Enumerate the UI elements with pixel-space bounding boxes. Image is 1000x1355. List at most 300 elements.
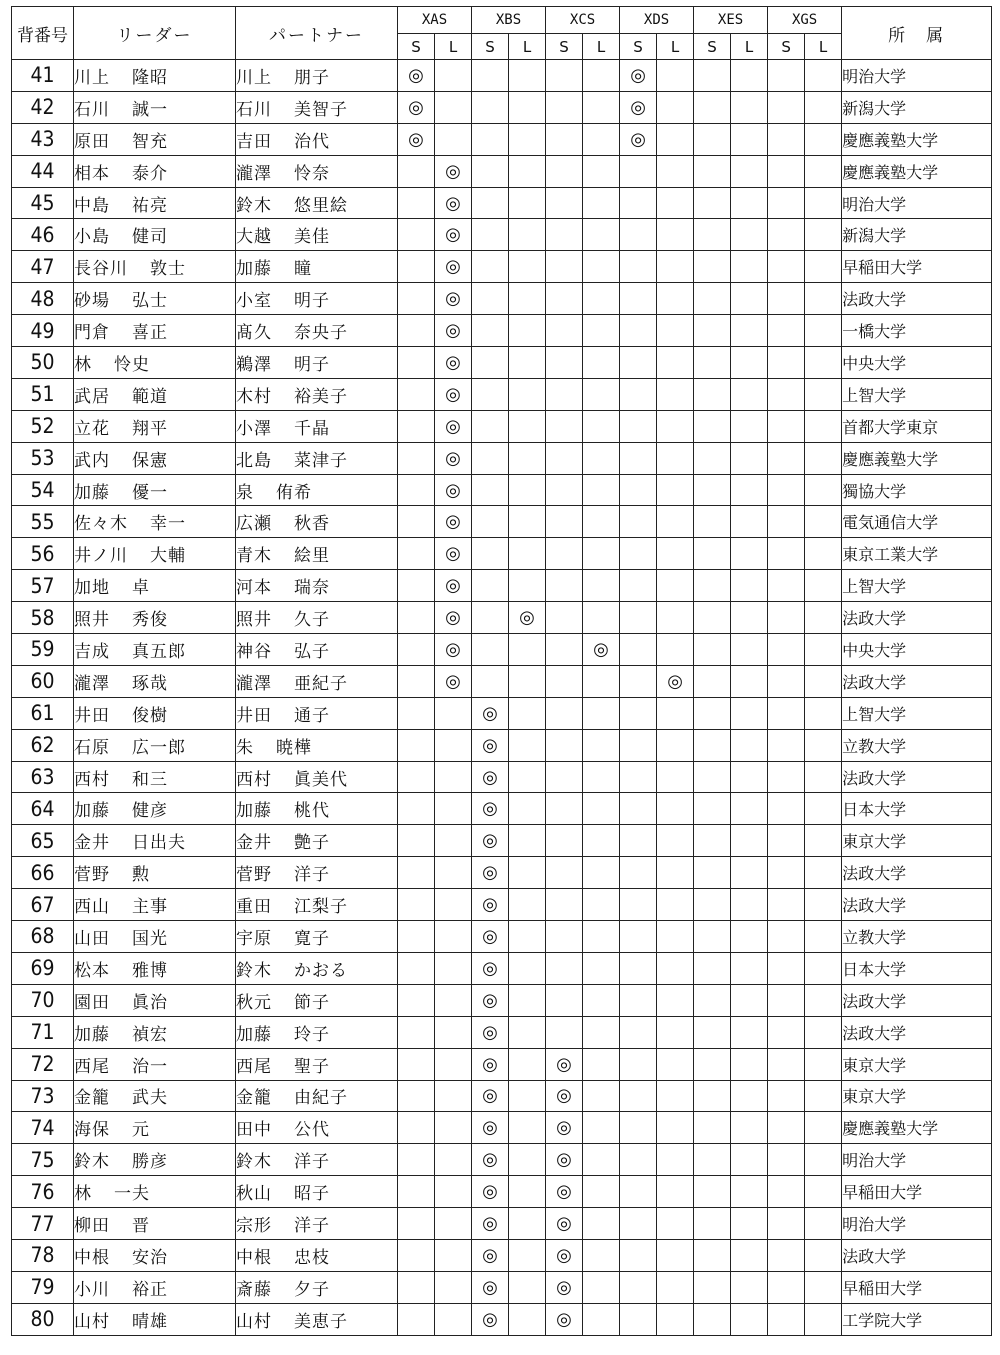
leader-family-name: 照井 — [74, 610, 110, 631]
leader-given-name: 智充 — [132, 131, 168, 152]
leader-name — [74, 251, 236, 283]
affiliation: 早稲田大学 — [842, 1176, 992, 1208]
entry-mark-cell — [398, 634, 435, 666]
entry-mark-cell: ◎ — [472, 1112, 509, 1144]
entry-mark-cell — [768, 283, 805, 315]
entry-number: 73 — [12, 1080, 74, 1112]
affiliation: 東京大学 — [842, 1080, 992, 1112]
table-row — [12, 1271, 992, 1303]
entry-mark-cell — [657, 538, 694, 570]
entry-mark-cell — [435, 91, 472, 123]
partner-given-name: 美智子 — [294, 99, 348, 120]
entry-mark-cell: ◎ — [435, 442, 472, 474]
entry-mark-cell — [805, 1016, 842, 1048]
partner-name — [236, 1271, 398, 1303]
entry-mark-cell — [620, 1239, 657, 1271]
entry-mark-cell — [620, 1303, 657, 1335]
entry-mark-cell — [768, 1016, 805, 1048]
entry-mark-cell — [805, 442, 842, 474]
leader-family-name: 門倉 — [74, 323, 110, 344]
entry-mark-cell — [398, 984, 435, 1016]
entry-mark-cell: ◎ — [657, 665, 694, 697]
affiliation: 法政大学 — [842, 857, 992, 889]
entry-mark-cell — [472, 634, 509, 666]
partner-family-name: 鈴木 — [236, 960, 272, 981]
partner-family-name: 加藤 — [236, 1024, 272, 1045]
entry-mark-cell — [546, 251, 583, 283]
header-sub-s: S — [694, 34, 731, 60]
partner-family-name: 西尾 — [236, 1056, 272, 1077]
entry-mark-cell — [731, 1271, 768, 1303]
affiliation: 日本大学 — [842, 793, 992, 825]
entry-mark-cell — [731, 793, 768, 825]
entry-mark-cell — [768, 570, 805, 602]
partner-family-name: 河本 — [236, 578, 272, 599]
entry-mark-cell — [694, 474, 731, 506]
partner-given-name: 公代 — [294, 1120, 330, 1141]
entry-mark-cell — [620, 697, 657, 729]
partner-family-name: 田中 — [236, 1120, 272, 1141]
entry-mark-cell — [768, 474, 805, 506]
entry-mark-cell — [731, 857, 768, 889]
leader-name — [74, 1303, 236, 1335]
entry-mark-cell — [583, 602, 620, 634]
entry-mark-cell: ◎ — [435, 570, 472, 602]
partner-name — [236, 155, 398, 187]
entry-mark-cell — [509, 1176, 546, 1208]
header-sub-l: L — [583, 34, 620, 60]
partner-given-name: 久子 — [294, 610, 330, 631]
entry-mark-cell — [694, 761, 731, 793]
partner-given-name: 裕美子 — [294, 386, 348, 407]
entry-mark-cell: ◎ — [398, 60, 435, 92]
entry-mark-cell: ◎ — [435, 474, 472, 506]
entry-mark-cell — [731, 378, 768, 410]
entry-number: 52 — [12, 410, 74, 442]
entry-mark-cell — [805, 1208, 842, 1240]
entry-mark-cell — [509, 729, 546, 761]
entry-mark-cell — [509, 506, 546, 538]
leader-family-name: 井ノ川 — [74, 546, 128, 567]
entry-mark-cell — [694, 1271, 731, 1303]
entry-mark-cell — [657, 219, 694, 251]
partner-family-name: 鈴木 — [236, 1152, 272, 1173]
leader-name — [74, 155, 236, 187]
entry-mark-cell — [657, 1080, 694, 1112]
entry-mark-cell — [805, 697, 842, 729]
entry-mark-cell — [583, 1239, 620, 1271]
affiliation: 法政大学 — [842, 1239, 992, 1271]
entry-mark-cell — [694, 634, 731, 666]
affiliation: 一橋大学 — [842, 315, 992, 347]
leader-given-name: 禎宏 — [132, 1024, 168, 1045]
table-row — [12, 1303, 992, 1335]
leader-name — [74, 1144, 236, 1176]
entry-mark-cell — [731, 697, 768, 729]
entry-mark-cell: ◎ — [583, 634, 620, 666]
entry-mark-cell: ◎ — [472, 1144, 509, 1176]
table-row — [12, 793, 992, 825]
leader-given-name: 広一郎 — [132, 737, 186, 758]
entry-mark-cell — [546, 315, 583, 347]
partner-name — [236, 825, 398, 857]
entry-mark-cell — [805, 1144, 842, 1176]
entry-mark-cell — [546, 91, 583, 123]
entry-mark-cell — [657, 474, 694, 506]
leader-family-name: 加藤 — [74, 1024, 110, 1045]
entry-mark-cell: ◎ — [435, 538, 472, 570]
leader-name — [74, 857, 236, 889]
entry-mark-cell — [509, 1080, 546, 1112]
entry-mark-cell — [657, 952, 694, 984]
table-row — [12, 634, 992, 666]
entry-roster-table — [11, 6, 992, 1336]
entry-mark-cell — [805, 1112, 842, 1144]
partner-name — [236, 506, 398, 538]
table-row — [12, 602, 992, 634]
entry-mark-cell — [509, 952, 546, 984]
entry-mark-cell — [805, 155, 842, 187]
header-event-xbs: XBS — [472, 7, 546, 34]
leader-name — [74, 347, 236, 379]
entry-mark-cell — [657, 634, 694, 666]
header-event-xes: XES — [694, 7, 768, 34]
header-sub-s: S — [546, 34, 583, 60]
entry-number: 70 — [12, 984, 74, 1016]
entry-mark-cell — [398, 410, 435, 442]
partner-given-name: 弘子 — [294, 641, 330, 662]
entry-mark-cell — [694, 251, 731, 283]
entry-mark-cell — [620, 984, 657, 1016]
entry-mark-cell: ◎ — [546, 1271, 583, 1303]
partner-given-name: 昭子 — [294, 1184, 330, 1205]
entry-mark-cell — [398, 315, 435, 347]
partner-family-name: 北島 — [236, 450, 272, 471]
entry-mark-cell — [657, 1239, 694, 1271]
partner-given-name: 菜津子 — [294, 450, 348, 471]
partner-given-name: 暁樺 — [276, 737, 312, 758]
entry-mark-cell — [694, 538, 731, 570]
entry-mark-cell: ◎ — [435, 347, 472, 379]
leader-given-name: 日出夫 — [132, 833, 186, 854]
entry-mark-cell — [620, 665, 657, 697]
leader-family-name: 山田 — [74, 928, 110, 949]
leader-given-name: 俊樹 — [132, 705, 168, 726]
partner-name — [236, 665, 398, 697]
entry-mark-cell: ◎ — [472, 952, 509, 984]
leader-family-name: 松本 — [74, 960, 110, 981]
leader-family-name: 鈴木 — [74, 1152, 110, 1173]
table-row — [12, 60, 992, 92]
leader-family-name: 海保 — [74, 1120, 110, 1141]
leader-given-name: 祐亮 — [132, 195, 168, 216]
partner-name — [236, 442, 398, 474]
entry-mark-cell — [731, 1112, 768, 1144]
entry-mark-cell — [768, 155, 805, 187]
entry-mark-cell — [398, 761, 435, 793]
entry-mark-cell — [435, 1112, 472, 1144]
entry-mark-cell — [805, 378, 842, 410]
partner-name — [236, 857, 398, 889]
entry-mark-cell — [805, 315, 842, 347]
leader-family-name: 林 — [74, 1184, 92, 1205]
entry-mark-cell: ◎ — [620, 91, 657, 123]
leader-name — [74, 952, 236, 984]
header-sub-l: L — [657, 34, 694, 60]
entry-mark-cell — [546, 952, 583, 984]
partner-given-name: 艶子 — [294, 833, 330, 854]
leader-given-name: 保憲 — [132, 450, 168, 471]
entry-mark-cell — [694, 921, 731, 953]
leader-given-name: 武夫 — [132, 1088, 168, 1109]
entry-mark-cell: ◎ — [435, 665, 472, 697]
entry-mark-cell — [657, 442, 694, 474]
header-event-xds: XDS — [620, 7, 694, 34]
entry-mark-cell: ◎ — [435, 378, 472, 410]
entry-mark-cell — [472, 538, 509, 570]
entry-number: 77 — [12, 1208, 74, 1240]
entry-mark-cell — [731, 952, 768, 984]
entry-mark-cell: ◎ — [472, 761, 509, 793]
partner-name — [236, 1112, 398, 1144]
entry-mark-cell — [509, 793, 546, 825]
entry-mark-cell — [509, 155, 546, 187]
partner-given-name: 千晶 — [294, 418, 330, 439]
entry-mark-cell — [620, 155, 657, 187]
header-sub-s: S — [472, 34, 509, 60]
entry-mark-cell — [694, 1239, 731, 1271]
entry-mark-cell — [657, 315, 694, 347]
entry-number: 80 — [12, 1303, 74, 1335]
entry-mark-cell — [472, 187, 509, 219]
leader-name — [74, 729, 236, 761]
entry-mark-cell — [731, 155, 768, 187]
table-row — [12, 538, 992, 570]
table-row — [12, 410, 992, 442]
entry-mark-cell — [509, 665, 546, 697]
entry-mark-cell — [583, 155, 620, 187]
entry-mark-cell — [731, 538, 768, 570]
table-row — [12, 123, 992, 155]
entry-number: 74 — [12, 1112, 74, 1144]
partner-given-name: 明子 — [294, 354, 330, 375]
entry-mark-cell — [546, 155, 583, 187]
entry-mark-cell — [583, 251, 620, 283]
entry-mark-cell — [805, 857, 842, 889]
entry-mark-cell — [731, 1303, 768, 1335]
partner-family-name: 金籠 — [236, 1088, 272, 1109]
entry-mark-cell: ◎ — [546, 1144, 583, 1176]
entry-mark-cell — [583, 1016, 620, 1048]
entry-mark-cell — [583, 793, 620, 825]
entry-number: 43 — [12, 123, 74, 155]
table-row — [12, 187, 992, 219]
entry-mark-cell — [398, 219, 435, 251]
leader-given-name: 安治 — [132, 1247, 168, 1268]
affiliation: 明治大学 — [842, 187, 992, 219]
entry-number: 76 — [12, 1176, 74, 1208]
entry-mark-cell — [509, 634, 546, 666]
entry-mark-cell — [731, 347, 768, 379]
affiliation: 上智大学 — [842, 570, 992, 602]
leader-given-name: 隆昭 — [132, 67, 168, 88]
entry-mark-cell — [398, 474, 435, 506]
entry-mark-cell — [509, 1239, 546, 1271]
entry-mark-cell — [546, 984, 583, 1016]
entry-mark-cell — [694, 602, 731, 634]
entry-mark-cell — [583, 187, 620, 219]
entry-mark-cell: ◎ — [435, 506, 472, 538]
entry-mark-cell — [620, 1016, 657, 1048]
partner-given-name: 眞美代 — [294, 769, 348, 790]
entry-mark-cell — [731, 123, 768, 155]
entry-mark-cell — [768, 602, 805, 634]
entry-mark-cell: ◎ — [435, 410, 472, 442]
affiliation: 法政大学 — [842, 984, 992, 1016]
entry-mark-cell — [546, 1016, 583, 1048]
leader-given-name: 勲 — [132, 865, 150, 886]
leader-name — [74, 60, 236, 92]
entry-mark-cell — [509, 570, 546, 602]
entry-mark-cell — [546, 506, 583, 538]
entry-mark-cell: ◎ — [546, 1208, 583, 1240]
entry-mark-cell — [546, 442, 583, 474]
partner-name — [236, 410, 398, 442]
table-row — [12, 1208, 992, 1240]
entry-mark-cell — [435, 825, 472, 857]
entry-mark-cell — [768, 1048, 805, 1080]
partner-name — [236, 793, 398, 825]
partner-given-name: 瞳 — [294, 259, 312, 280]
leader-given-name: 健彦 — [132, 801, 168, 822]
entry-mark-cell: ◎ — [435, 602, 472, 634]
entry-mark-cell — [620, 506, 657, 538]
leader-given-name: 大輔 — [150, 546, 186, 567]
entry-mark-cell — [546, 474, 583, 506]
partner-given-name: 洋子 — [294, 1216, 330, 1236]
table-row — [12, 1144, 992, 1176]
header-sub-s: S — [398, 34, 435, 60]
partner-name — [236, 123, 398, 155]
partner-family-name: 吉田 — [236, 131, 272, 152]
leader-family-name: 中島 — [74, 195, 110, 216]
partner-family-name: 斎藤 — [236, 1279, 272, 1300]
entry-mark-cell — [509, 538, 546, 570]
leader-name — [74, 1048, 236, 1080]
leader-name — [74, 219, 236, 251]
table-row — [12, 1112, 992, 1144]
entry-number: 46 — [12, 219, 74, 251]
entry-number: 44 — [12, 155, 74, 187]
entry-mark-cell — [805, 889, 842, 921]
leader-name — [74, 602, 236, 634]
leader-name — [74, 570, 236, 602]
leader-given-name: 晴雄 — [132, 1311, 168, 1332]
entry-mark-cell — [620, 1048, 657, 1080]
partner-name — [236, 1144, 398, 1176]
entry-mark-cell — [509, 123, 546, 155]
partner-family-name: 川上 — [236, 67, 272, 88]
entry-mark-cell — [694, 155, 731, 187]
leader-name — [74, 410, 236, 442]
entry-number: 75 — [12, 1144, 74, 1176]
partner-family-name: 重田 — [236, 897, 272, 918]
entry-mark-cell — [398, 378, 435, 410]
affiliation: 新潟大学 — [842, 91, 992, 123]
entry-mark-cell — [398, 857, 435, 889]
leader-name — [74, 634, 236, 666]
entry-mark-cell — [657, 506, 694, 538]
leader-name — [74, 665, 236, 697]
partner-family-name: 石川 — [236, 99, 272, 120]
partner-name — [236, 1048, 398, 1080]
entry-mark-cell — [805, 410, 842, 442]
partner-name — [236, 60, 398, 92]
leader-name — [74, 697, 236, 729]
leader-name — [74, 1208, 236, 1240]
leader-name — [74, 1016, 236, 1048]
entry-mark-cell — [583, 761, 620, 793]
entry-number: 63 — [12, 761, 74, 793]
entry-mark-cell — [435, 1176, 472, 1208]
partner-family-name: 山村 — [236, 1311, 272, 1332]
entry-mark-cell — [583, 921, 620, 953]
entry-mark-cell: ◎ — [472, 1080, 509, 1112]
partner-name — [236, 538, 398, 570]
table-row — [12, 219, 992, 251]
partner-name — [236, 570, 398, 602]
entry-mark-cell — [694, 1016, 731, 1048]
entry-mark-cell — [398, 442, 435, 474]
leader-name — [74, 984, 236, 1016]
header-sub-l: L — [509, 34, 546, 60]
entry-mark-cell — [768, 1239, 805, 1271]
entry-mark-cell — [583, 60, 620, 92]
leader-family-name: 佐々木 — [74, 514, 128, 535]
entry-mark-cell — [472, 91, 509, 123]
entry-mark-cell: ◎ — [620, 123, 657, 155]
entry-mark-cell — [657, 1144, 694, 1176]
entry-mark-cell — [694, 506, 731, 538]
partner-family-name: 広瀬 — [236, 514, 272, 535]
entry-number: 51 — [12, 378, 74, 410]
entry-mark-cell — [583, 378, 620, 410]
entry-number: 61 — [12, 697, 74, 729]
entry-mark-cell — [509, 761, 546, 793]
entry-mark-cell — [583, 984, 620, 1016]
header-sub-s: S — [768, 34, 805, 60]
table-row — [12, 1016, 992, 1048]
entry-mark-cell — [398, 251, 435, 283]
affiliation: 中央大学 — [842, 347, 992, 379]
entry-mark-cell — [620, 347, 657, 379]
partner-family-name: 鵜澤 — [236, 354, 272, 375]
entry-mark-cell — [398, 1303, 435, 1335]
table-row — [12, 378, 992, 410]
leader-name — [74, 1080, 236, 1112]
entry-mark-cell — [583, 1112, 620, 1144]
entry-mark-cell — [768, 219, 805, 251]
leader-family-name: 加藤 — [74, 482, 110, 503]
entry-mark-cell — [435, 857, 472, 889]
affiliation: 法政大学 — [842, 665, 992, 697]
table-row — [12, 825, 992, 857]
entry-mark-cell — [472, 60, 509, 92]
leader-given-name: 誠一 — [132, 99, 168, 120]
entry-mark-cell — [620, 442, 657, 474]
entry-mark-cell — [509, 889, 546, 921]
entry-mark-cell — [768, 665, 805, 697]
